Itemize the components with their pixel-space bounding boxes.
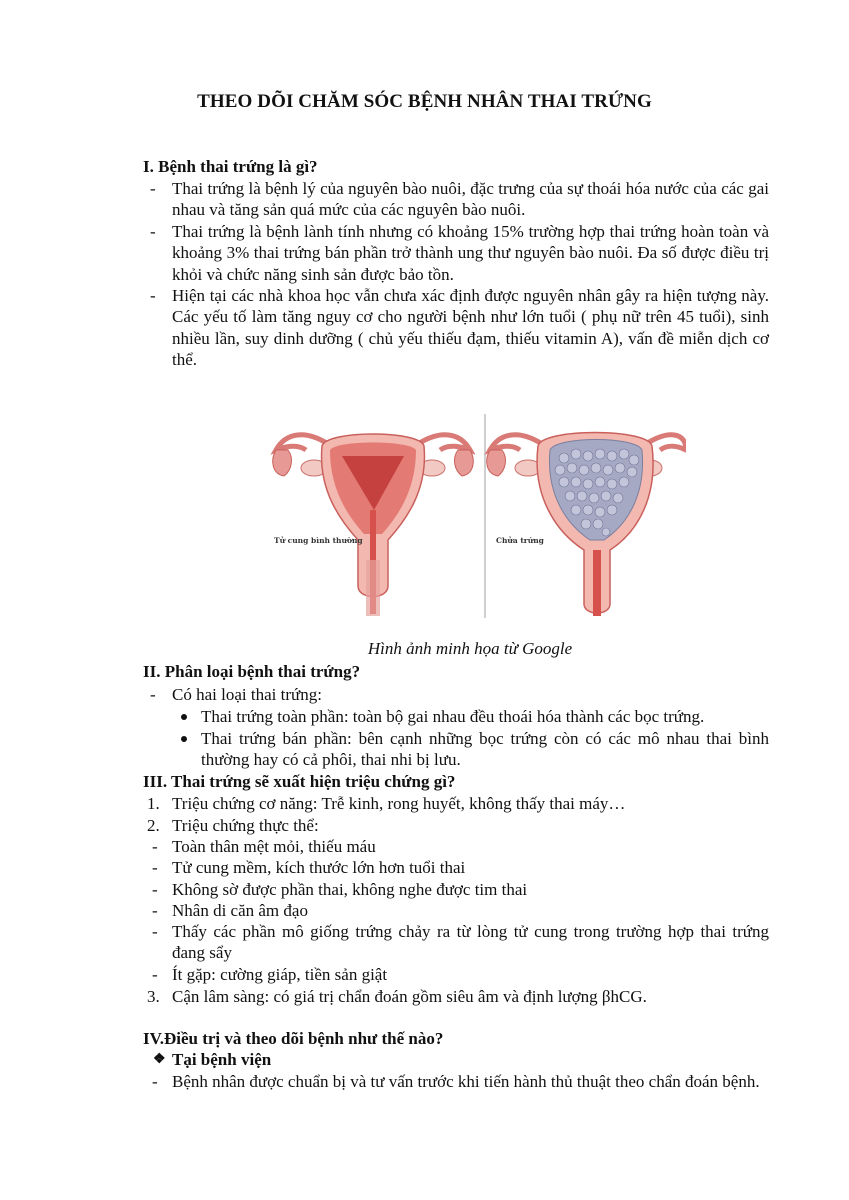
section-1-item: Hiện tại các nhà khoa học vẫn chưa xác định được nguyên nhân gây ra hiện tượng này. Các yếu tố làm tăng nguy cơ cho người bệnh như lớn tuổi ( phụ nữ trên 45 tuổi), sinh nhiều lần, suy dinh dưỡng ( chủ yếu thiếu đạm, thiếu vitamin A), vấn đề miễn dịch cơ thể.	[172, 286, 769, 370]
figure-caption: Hình ảnh minh họa từ Google	[367, 639, 573, 658]
dash-marker: -	[150, 179, 156, 198]
section-2-bullet: Thai trứng toàn phần: toàn bộ gai nhau đều thoái hóa thành các bọc trứng.	[201, 707, 705, 726]
dash-marker: -	[150, 222, 156, 241]
document-title: THEO DÕI CHĂM SÓC BỆNH NHÂN THAI TRỨNG	[197, 91, 652, 112]
section-3-subitem: Không sờ được phần thai, không nghe được tim thai	[172, 880, 528, 899]
section-1-heading: I. Bệnh thai trứng là gì?	[143, 157, 318, 176]
section-4-heading: IV.Điều trị và theo dõi bệnh như thế nào?	[143, 1029, 444, 1048]
section-3-subitem: Toàn thân mệt mỏi, thiếu máu	[172, 837, 376, 856]
section-2-heading: II. Phân loại bệnh thai trứng?	[143, 662, 361, 681]
dash-marker: -	[152, 901, 158, 920]
dash-marker: -	[152, 837, 158, 856]
section-3-subitem: Thấy các phần mô giống trứng chảy ra từ lòng tử cung trong trường hợp thai trứng đang sẩy	[172, 922, 769, 963]
figure-label-right: Chửa trứng	[496, 536, 544, 545]
section-4-subheading: Tại bệnh viện	[172, 1050, 272, 1069]
normal-uterus-drawing	[273, 434, 474, 616]
dash-marker: -	[152, 922, 158, 941]
bullet-icon	[181, 736, 187, 742]
section-3-item: Triệu chứng thực thể:	[172, 816, 319, 835]
section-1-item: Thai trứng là bệnh lành tính nhưng có khoảng 15% trường hợp thai trứng hoàn toàn và khoảng 3% thai trứng bán phần trở thành ung thư nguyên bào nuôi. Đa số được điều trị khỏi và chức năng sinh sản được bảo tồn.	[172, 222, 769, 284]
section-3-item: Triệu chứng cơ năng: Trễ kinh, rong huyết, không thấy thai máy…	[172, 794, 626, 813]
section-2-bullet: Thai trứng bán phần: bên cạnh những bọc trứng còn có các mô nhau thai bình thường hay có cả phôi, thai nhi bị lưu.	[201, 729, 769, 770]
dash-marker: -	[152, 1072, 158, 1091]
dash-marker: -	[150, 286, 156, 305]
dash-marker: -	[150, 685, 156, 704]
uterus-illustration	[266, 410, 686, 622]
diamond-bullet-icon: ❖	[153, 1052, 166, 1067]
section-3-heading: III. Thai trứng sẽ xuất hiện triệu chứng gì?	[143, 772, 456, 791]
figure-label-left: Tử cung bình thường	[274, 536, 363, 545]
section-1-item: Thai trứng là bệnh lý của nguyên bào nuôi, đặc trưng của sự thoái hóa nước của các gai nhau và tăng sản quá mức của các nguyên bào nuôi.	[172, 179, 769, 220]
dash-marker: -	[152, 880, 158, 899]
section-3-subitem: Tử cung mềm, kích thước lớn hơn tuổi thai	[172, 858, 466, 877]
number-marker: 1.	[147, 794, 160, 813]
number-marker: 2.	[147, 816, 160, 835]
number-marker: 3.	[147, 987, 160, 1006]
section-3-subitem: Ít gặp: cường giáp, tiền sản giật	[172, 965, 388, 984]
dash-marker: -	[152, 858, 158, 877]
dash-marker: -	[152, 965, 158, 984]
bullet-icon	[181, 714, 187, 720]
section-3-subitem: Nhân di căn âm đạo	[172, 901, 308, 920]
molar-pregnancy-drawing	[487, 433, 686, 617]
section-3-item: Cận lâm sàng: có giá trị chẩn đoán gồm siêu âm và định lượng βhCG.	[172, 987, 647, 1006]
section-4-item: Bệnh nhân được chuẩn bị và tư vấn trước khi tiến hành thủ thuật theo chẩn đoán bệnh.	[172, 1072, 760, 1091]
section-2-intro: Có hai loại thai trứng:	[172, 685, 322, 704]
